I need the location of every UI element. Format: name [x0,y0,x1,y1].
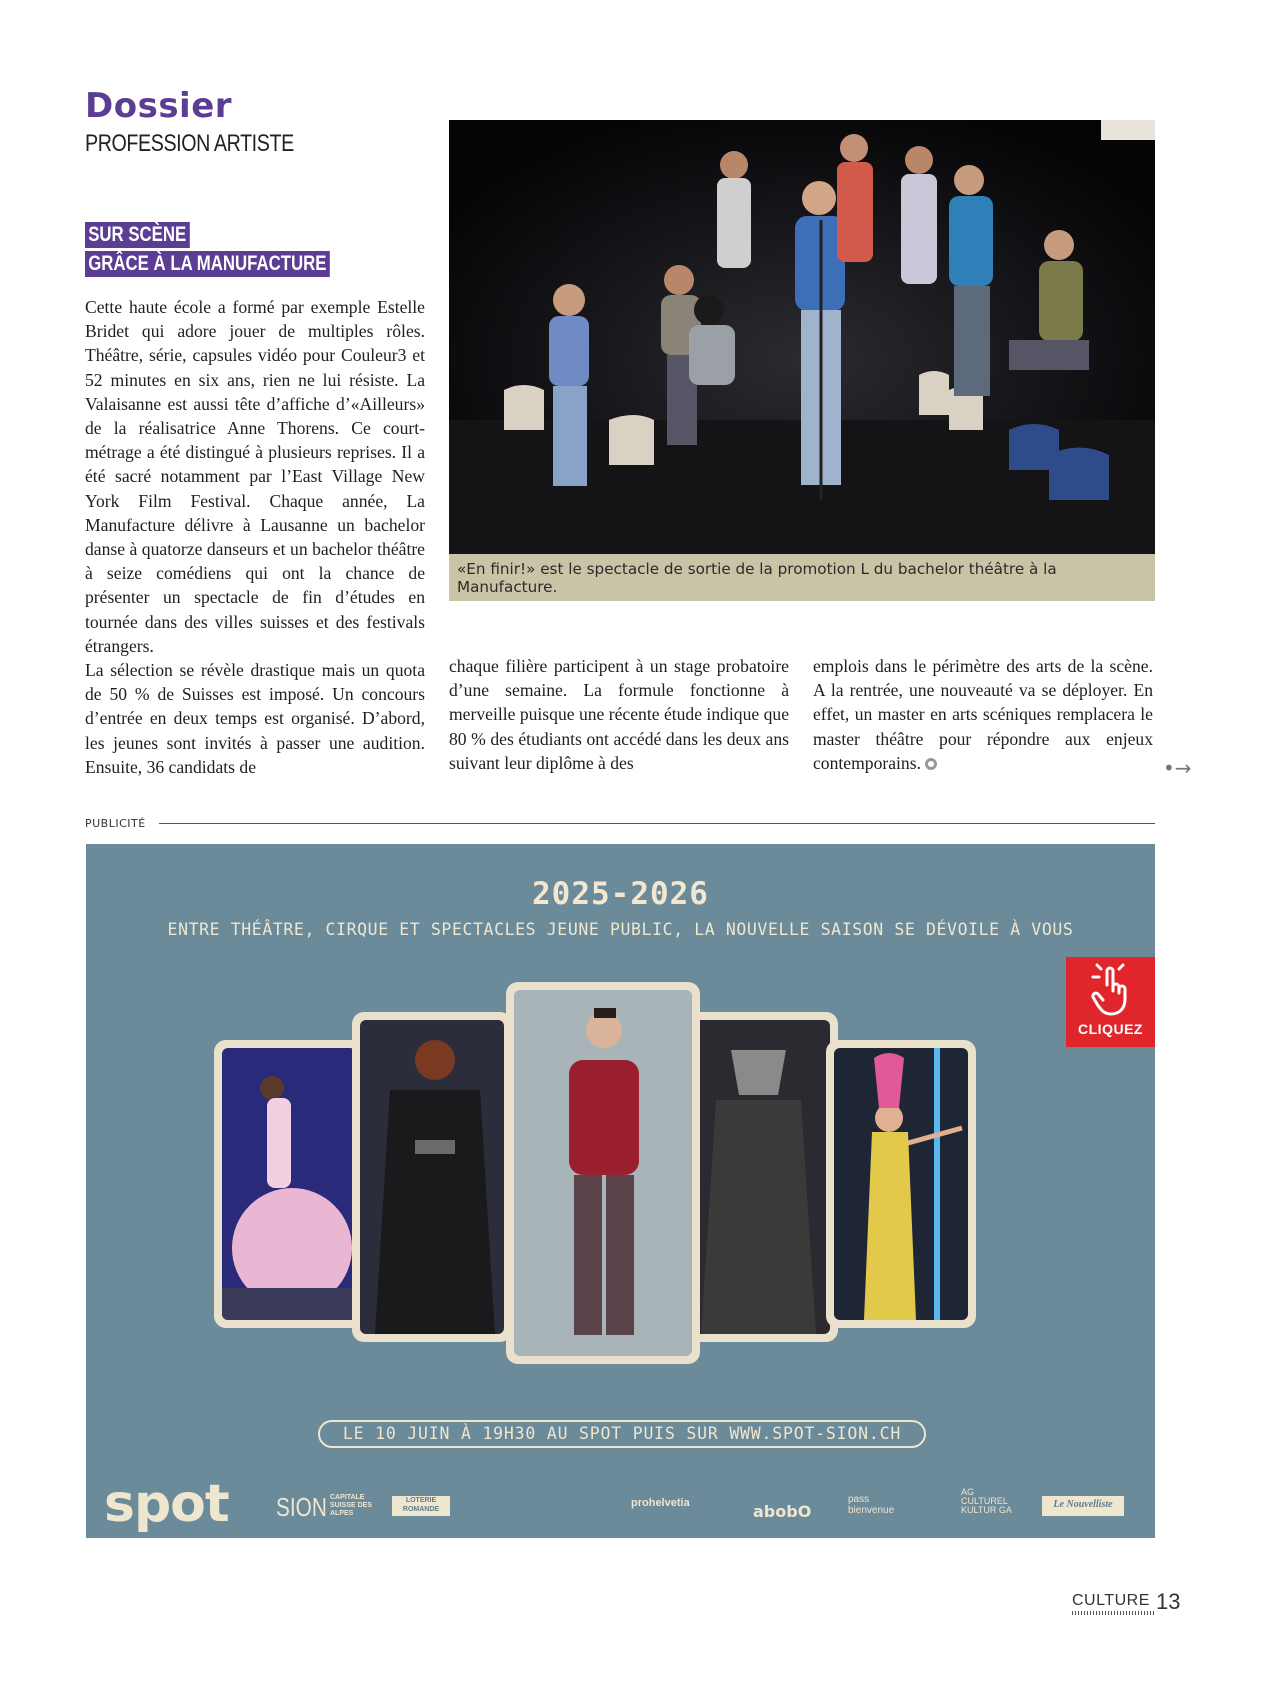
folio-bar [1072,1611,1154,1615]
paragraph [813,654,1153,775]
sion-logo: SION [276,1492,327,1522]
tap-hand-icon [1089,963,1133,1017]
ad-photo-card-4 [678,1012,838,1342]
ad-photo-card-2 [352,1012,512,1342]
folio-section: CULTURE [1072,1592,1150,1609]
section-title: Dossier [85,86,233,126]
ad-event-date: LE 10 JUIN À 19H30 AU SPOT PUIS SUR WWW.SPOT-SION.CH [318,1420,926,1448]
ad-photo-card-1 [214,1040,364,1328]
ad-photo-card-3 [506,982,700,1364]
click-cta-button[interactable] [1066,957,1155,1047]
article-kicker [85,222,391,280]
performer-in-red-jacket-image [514,990,692,1356]
ag-culturel-logo: AG CULTUREL KULTUR GA [961,1487,1012,1515]
ad-photo-card-5 [826,1040,976,1328]
stage-photo-illustration [449,120,1155,554]
kicker-line-1: SUR SCÈNE [85,222,189,248]
ad-season-title: 2025-2026 [532,876,709,912]
ad-subtitle: ENTRE THÉÂTRE, CIRQUE ET SPECTACLES JEUNE PUBLIC, LA NOUVELLE SAISON SE DÉVOILE À VOUS [167,920,1074,939]
article-column-3 [813,654,1153,775]
performer-in-yellow-image [834,1048,968,1320]
end-of-article-icon [925,758,937,770]
performer-with-bucket-image [686,1020,830,1334]
photo-caption: «En finir!» est le spectacle de sortie de la promotion L du bachelor théâtre à la Manufacture. [449,554,1155,601]
abobo-logo: abobO [753,1502,812,1521]
paragraph: Cette haute école a formé par exemple Estelle Bridet qui adore jouer de multiples rôles. Théâtre, série, capsules vidéo pour Couleur3 et 52 minutes en six ans, rien ne lui résiste. La Valaisanne est aussi tête d’affiche d’«Ailleurs» de la réalisatrice Anne Thorens. Ce court-métrage a été distingué à plusieurs reprises. Il a été sacré notamment par l’East Village New York Film Festival. Chaque année, La Manufacture délivre à Lausanne un bachelor danse à quatorze danseurs et un bachelor théâtre à seize comédiens qui ont la chance de présenter un spectacle de fin d’études en tournée dans des villes suisses et des festivals étrangers. [85,297,425,656]
click-cta-label: CLIQUEZ [1078,1021,1143,1037]
continue-arrow-icon: •→ [1163,756,1192,780]
paragraph: chaque filière participent à un stage probatoire d’une semaine. La formule fonctionne à merveille puisque une récente étude indique que 80 % des étudiants ont accédé dans les deux ans suivant leur diplôme à des [449,656,790,773]
section-header [85,86,340,158]
article-column-2 [449,654,789,775]
ad-sponsor-logos [86,1474,1155,1538]
kicker-line-2: GRÂCE À LA MANUFACTURE [85,251,330,277]
article-column-1 [85,295,425,779]
paragraph-text: emplois dans le périmètre des arts de la scène. A la rentrée, une nouveauté va se déployer. En effet, un master en arts scéniques remplacera le master théâtre pour répondre aux enjeux contemporains. [813,656,1153,773]
performer-in-gown-image [222,1048,356,1320]
page-number: 13 [1156,1589,1181,1614]
sion-tagline: CAPITALE SUISSE DES ALPES [330,1494,373,1517]
prohelvetia-logo: prohelvetia [631,1497,690,1509]
advertising-label: PUBLICITÉ [85,817,146,830]
stage-photo [449,120,1155,554]
rubrique-label: PROFESSION ARTISTE [85,130,294,157]
advertisement-banner[interactable] [86,844,1155,1538]
nouvelliste-logo: Le Nouvelliste [1042,1496,1124,1516]
pass-bienvenue-logo: pass bienvenue [848,1494,895,1516]
loterie-romande-logo: LOTERIE ROMANDE [392,1496,450,1516]
advertising-divider [159,823,1155,824]
spot-logo: spot [104,1474,229,1534]
paragraph: La sélection se révèle drastique mais un quota de 50 % de Suisses est imposé. Un concours d’entrée en deux temps est organisé. D’abord, les jeunes sont invités à passer une audition. Ensuite, 36 candidats de [85,660,425,777]
performer-with-cloak-image [360,1020,504,1334]
